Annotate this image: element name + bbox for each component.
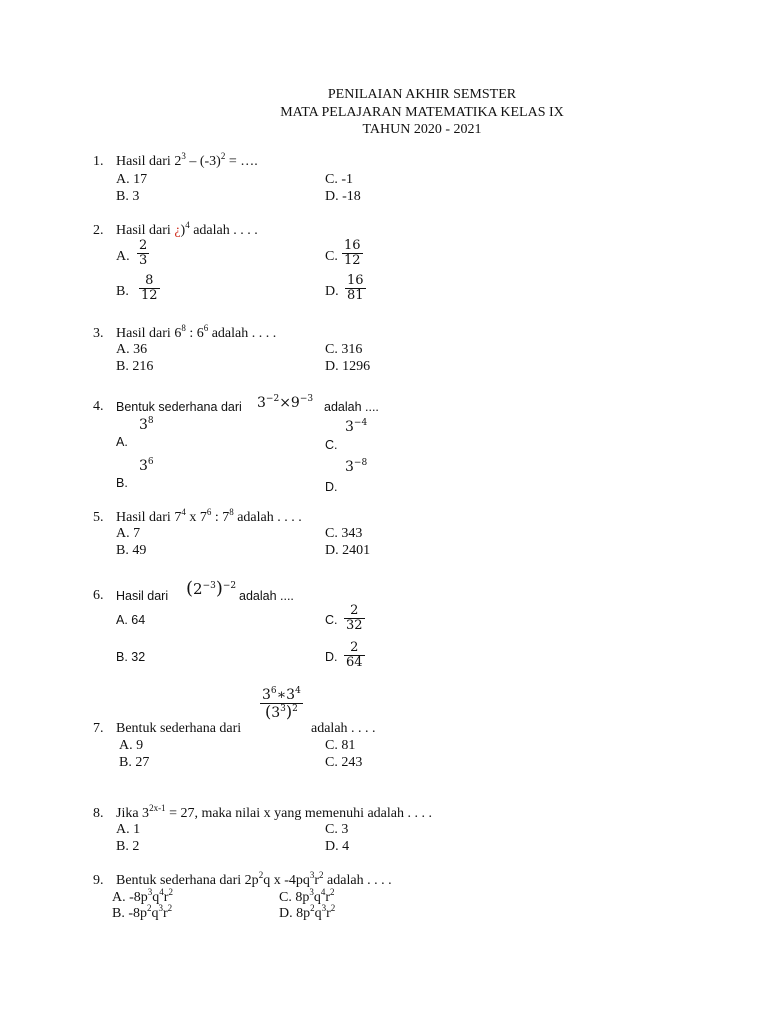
header-line-3: TAHUN 2020 - 2021 [362,122,482,137]
question-text: Hasil dari $2^3 - (-3)^2$ = …. [116,151,258,169]
option-c: C. 316 [325,342,363,357]
option-b: B. 49 [116,543,147,558]
question-suffix: adalah . . . . [311,721,376,736]
option-a-fraction: $\frac{2}{3}$ [139,238,148,268]
option-b: B. $-8p^2q^3r^2$ [112,903,173,921]
option-d-label: D. [325,480,338,494]
option-b: B. 2 [116,839,140,854]
option-a: A. 9 [119,738,144,753]
option-d: D. 2401 [325,543,371,558]
option-d: C. 243 [325,755,363,770]
option-d-fraction: $\frac{2}{64}$ [346,640,363,670]
question-text: Bentuk sederhana dari [116,721,242,736]
question-number: 5. [93,510,104,525]
option-c-label: C. [325,438,338,452]
option-a: A. $-8p^3q^4r^2$ [112,887,173,905]
question-text: Hasil dari $6^8$ : $6^6$ adalah . . . . [116,323,277,341]
question-number: 4. [93,399,104,414]
option-b-value: $3^6$ [139,457,154,474]
question-expression: $\frac{3^6∗3^4}{(3^3)^2}$ [262,686,301,721]
option-c: C. 81 [325,738,356,753]
question-suffix: adalah .... [324,400,379,414]
question-text: Bentuk sederhana dari [116,400,242,414]
option-b: B. 27 [119,755,150,770]
option-b: B. 32 [116,650,146,664]
question-number: 8. [93,806,104,821]
option-c: C. -1 [325,172,353,187]
question-number: 1. [93,154,104,169]
option-b: B. 216 [116,359,154,374]
question-text: Jika $3^{2x-1} = 27$, maka nilai x yang memenuhi adalah . . . . [116,803,432,821]
option-c-fraction: $\frac{16}{12}$ [344,238,361,268]
question-text: Bentuk sederhana dari $2p^2q$ x $-4pq^3r^2$ adalah . . . . [116,870,392,888]
option-d: D. 4 [325,839,350,854]
option-d-label: D. [325,284,339,299]
option-a: A. 7 [116,526,141,541]
option-b-label: B. [116,476,128,490]
option-d: D. 1296 [325,359,371,374]
question-number: 7. [93,721,104,736]
option-a-label: A. [116,435,128,449]
option-b-fraction: $\frac{8}{12}$ [141,273,158,303]
option-b-label: B. [116,284,129,299]
question-number: 6. [93,588,104,603]
option-b: B. 3 [116,189,140,204]
option-a: A. 17 [116,172,148,187]
header-line-2: MATA PELAJARAN MATEMATIKA KELAS IX [280,105,564,120]
question-number: 2. [93,223,104,238]
option-c-label: C. [325,613,338,627]
option-c-fraction: $\frac{2}{32}$ [346,603,363,633]
option-d: D. -18 [325,189,361,204]
option-d: D. $8p^2q^3r^2$ [279,903,336,921]
header-line-1: PENILAIAN AKHIR SEMSTER [327,87,517,102]
option-d-label: D. [325,650,338,664]
question-expression: $(2^{-3})^{-2}$ [186,578,237,599]
option-a: A. 36 [116,342,148,357]
option-a-label: A. [116,249,130,264]
option-a: A. 1 [116,822,141,837]
option-d-value: $3^{-8}$ [345,458,368,475]
option-c: C. 343 [325,526,363,541]
option-c: C. 3 [325,822,349,837]
option-c-label: C. [325,249,338,264]
question-number: 3. [93,326,104,341]
question-expression: $3^{-2}\times 9^{-3}$ [257,394,314,411]
option-c: C. $8p^3q^4r^2$ [279,887,335,905]
question-text: Hasil dari ¿)$^4$ adalah . . . . [116,220,258,238]
option-a: A. 64 [116,613,146,627]
question-suffix: adalah .... [239,589,294,603]
option-c-value: $3^{-4}$ [345,418,368,435]
question-number: 9. [93,873,104,888]
question-text: Hasil dari [116,589,169,603]
option-a-value: $3^8$ [139,416,154,433]
option-d-fraction: $\frac{16}{81}$ [347,273,364,303]
question-text: Hasil dari $7^4$ x $7^6$ : $7^8$ adalah . . . . [116,507,302,525]
